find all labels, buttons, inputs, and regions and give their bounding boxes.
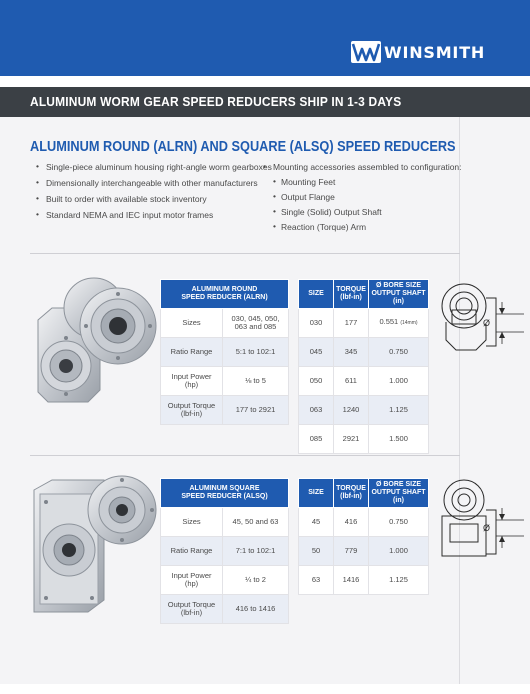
alsq-spec-header [161, 479, 289, 508]
spec-label: Ratio Range [161, 338, 223, 367]
alsq-size-table [298, 478, 429, 595]
alrn-spec-header [161, 280, 289, 309]
size-cell: 030 [299, 309, 334, 338]
bore-note: (14mm) [400, 320, 418, 327]
torque-col-header: TORQUE (lbf-in) [334, 479, 369, 508]
accessory-item: • Single (Solid) Output Shaft [263, 207, 462, 222]
size-row [299, 396, 429, 425]
torque-cell: 779 [334, 537, 369, 566]
brand-name: WINSMITH [384, 42, 486, 62]
spec-row [161, 566, 289, 595]
accessory-item: • Output Flange [263, 192, 462, 207]
section-divider [30, 253, 460, 254]
alsq-spec-table [160, 478, 289, 624]
spec-header-line: ALUMINUM ROUND [191, 286, 258, 293]
accessory-item: • Reaction (Torque) Arm [263, 222, 462, 237]
alrn-gearbox-image [30, 268, 160, 424]
spec-label: Input Power (hp) [161, 367, 223, 396]
feature-intro: • Mounting accessories assembled to configuration: [263, 162, 462, 177]
spec-label: Sizes [161, 309, 223, 338]
spec-label: Sizes [161, 508, 223, 537]
bore-col-header: Ø BORE SIZE OUTPUT SHAFT (in) [369, 479, 429, 508]
size-col-header: SIZE [299, 280, 334, 309]
page-title: ALUMINUM WORM GEAR SPEED REDUCERS SHIP IN 1-3 DAYS [30, 94, 402, 109]
torque-col-header: TORQUE (lbf-in) [334, 280, 369, 309]
size-cell: 085 [299, 425, 334, 454]
bore-diameter-symbol: Ø [483, 318, 491, 328]
size-row [299, 508, 429, 537]
spec-row [161, 537, 289, 566]
torque-cell: 345 [334, 338, 369, 367]
alsq-gearbox-image [30, 470, 160, 618]
spec-label: Input Power (hp) [161, 566, 223, 595]
size-cell: 45 [299, 508, 334, 537]
bore-col-header: Ø BORE SIZE OUTPUT SHAFT (in) [369, 280, 429, 309]
spec-value: 416 to 1416 [223, 595, 289, 624]
spec-label: Ratio Range [161, 537, 223, 566]
size-cell: 063 [299, 396, 334, 425]
feature-item: • Single-piece aluminum housing right-angle worm gearboxes [36, 162, 272, 178]
top-banner [0, 0, 530, 76]
title-bar [0, 87, 530, 117]
section-title: ALUMINUM ROUND (ALRN) AND SQUARE (ALSQ) SPEED REDUCERS [30, 139, 456, 155]
size-row [299, 309, 429, 338]
spec-value: 5:1 to 102:1 [223, 338, 289, 367]
bore-cell: 1.125 [369, 566, 429, 595]
size-cell: 63 [299, 566, 334, 595]
torque-cell: 416 [334, 508, 369, 537]
spec-value: ¼ to 2 [223, 566, 289, 595]
spec-label: Output Torque (lbf-in) [161, 396, 223, 425]
bore-cell: 1.125 [369, 396, 429, 425]
alrn-spec-table [160, 279, 289, 425]
size-cell: 045 [299, 338, 334, 367]
bore-cell: 0.750 [369, 338, 429, 367]
feature-item: • Standard NEMA and IEC input motor frames [36, 210, 272, 226]
bore-cell: 0.750 [369, 508, 429, 537]
accessory-item: • Mounting Feet [263, 177, 462, 192]
spec-header-line: ALUMINUM SQUARE [189, 485, 260, 492]
size-row [299, 566, 429, 595]
spec-row [161, 338, 289, 367]
spec-row [161, 396, 289, 425]
spec-value: 030, 045, 050, 063 and 085 [223, 309, 289, 338]
torque-cell: 177 [334, 309, 369, 338]
alrn-bore-diagram [436, 276, 530, 368]
spec-value: 177 to 2921 [223, 396, 289, 425]
spec-label: Output Torque (lbf-in) [161, 595, 223, 624]
size-row [299, 338, 429, 367]
feature-item: • Dimensionally interchangeable with other manufacturers [36, 178, 272, 194]
spec-row [161, 367, 289, 396]
spec-value: 45, 50 and 63 [223, 508, 289, 537]
spec-value: 7:1 to 102:1 [223, 537, 289, 566]
bore-cell: 1.000 [369, 537, 429, 566]
winsmith-logo [351, 41, 485, 63]
bore-diameter-symbol: Ø [483, 523, 491, 533]
size-cell: 50 [299, 537, 334, 566]
spec-value: ⅛ to 5 [223, 367, 289, 396]
bore-cell: 1.500 [369, 425, 429, 454]
feature-list-right [263, 162, 462, 237]
size-cell: 050 [299, 367, 334, 396]
section-divider [30, 455, 460, 456]
feature-item: • Built to order with available stock inventory [36, 194, 272, 210]
alsq-bore-diagram [436, 474, 530, 570]
size-row [299, 425, 429, 454]
size-col-header: SIZE [299, 479, 334, 508]
alrn-size-table [298, 279, 429, 454]
spec-row [161, 595, 289, 624]
bore-cell: 1.000 [369, 367, 429, 396]
torque-cell: 2921 [334, 425, 369, 454]
bore-cell [369, 309, 429, 338]
torque-cell: 611 [334, 367, 369, 396]
size-row [299, 537, 429, 566]
spec-row [161, 508, 289, 537]
winsmith-w-logo-icon [351, 41, 381, 63]
feature-list-left [36, 162, 272, 226]
torque-cell: 1240 [334, 396, 369, 425]
spec-header-line: SPEED REDUCER (ALSQ) [181, 493, 268, 500]
spec-row [161, 309, 289, 338]
spec-header-line: SPEED REDUCER (ALRN) [181, 294, 268, 301]
torque-cell: 1416 [334, 566, 369, 595]
bore-value: 0.551 [379, 317, 399, 327]
size-row [299, 367, 429, 396]
